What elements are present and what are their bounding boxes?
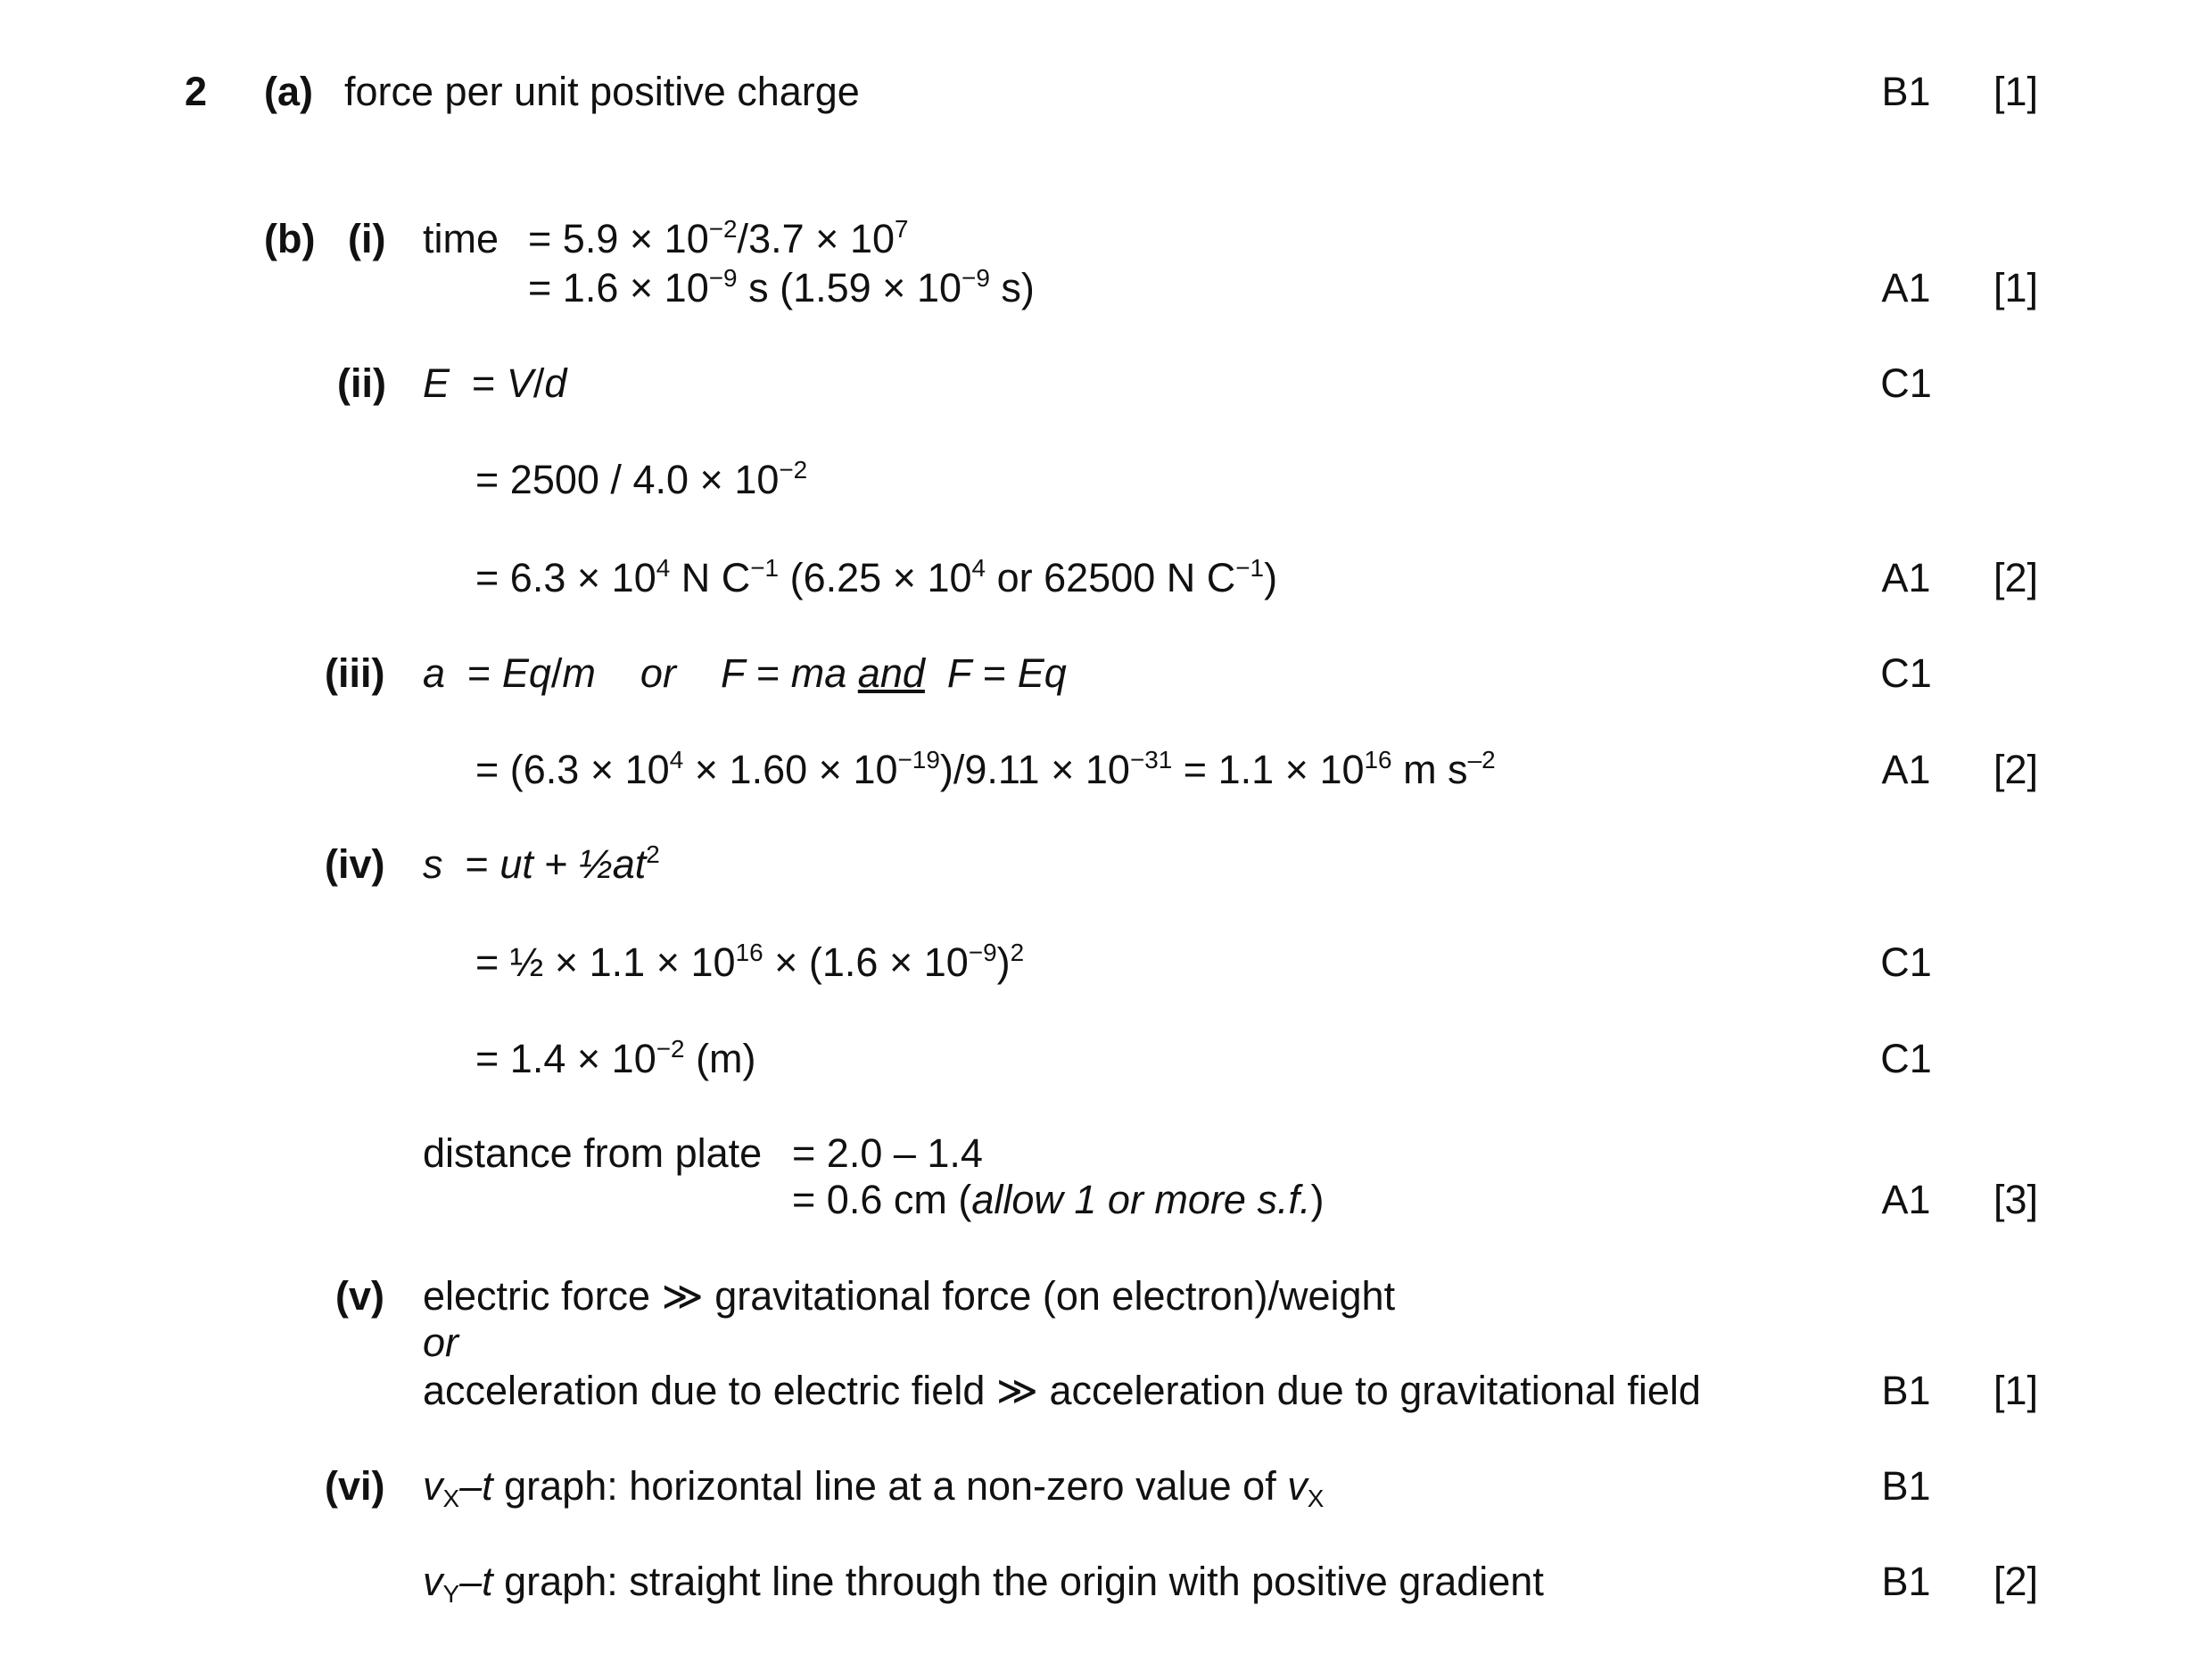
- b-i-mark: A1: [1881, 265, 1931, 310]
- b-iv-line3: = $1.4 \times 10^{-2}$ (m): [475, 1034, 756, 1081]
- b-iii-mark2: A1: [1881, 747, 1931, 792]
- b-i-line1: = $5.9 \times 10^{-2}/3.7 \times 10^7$: [528, 214, 909, 261]
- b-iii-mark1: C1: [1880, 650, 1932, 696]
- part-b-label: (b): [264, 216, 316, 261]
- b-vi-total: [2]: [1993, 1559, 2039, 1604]
- b-iv-line2: = ½ × $1.1 \times 10^{16} \times (1.6 \times 10^{-9})^2$: [475, 938, 1025, 985]
- b-v-or: or: [423, 1320, 459, 1365]
- b-iv-distance-value: = 0.6 cm (allow 1 or more s.f.): [792, 1177, 1325, 1222]
- b-iv-mark4: A1: [1881, 1177, 1931, 1222]
- b-v-line1: electric force ≫ gravitational force (on electron)/weight: [423, 1273, 1396, 1319]
- b-v-line2: acceleration due to electric field ≫ acceleration due to gravitational field: [423, 1368, 1701, 1413]
- part-b-v-label: (v): [335, 1273, 384, 1319]
- b-ii-line2: = $2500 / 4.0 \times 10^{-2}$: [475, 455, 808, 502]
- b-iii-total: [2]: [1993, 747, 2039, 792]
- b-iii-line2: = $(6.3 \times 10^4 \times 1.60 \times 10^{-19})/9.11 \times 10^{-31} = 1.1 \times 10^{16}$ m $s^{-2}$: [475, 745, 1496, 792]
- b-i-time-word: time: [423, 216, 499, 261]
- b-vi-mark2: B1: [1881, 1559, 1931, 1604]
- b-iv-distance-expr: = 2.0 – 1.4: [792, 1130, 983, 1176]
- b-iv-total: [3]: [1993, 1177, 2039, 1222]
- b-iii-line1: a = Eq/m or F = ma and F = Eq: [423, 650, 1067, 696]
- b-ii-line1: E = V/d: [423, 360, 567, 406]
- b-iv-line1: s = ut + $\frac{1}{2}at^2$: [423, 840, 660, 887]
- part-a-answer: force per unit positive charge: [344, 69, 860, 114]
- b-ii-total: [2]: [1993, 555, 2039, 600]
- part-a-label: (a): [264, 69, 313, 114]
- b-vi-line1: $v_X-t$ graph: horizontal line at a non-zero value of $v_X$: [423, 1463, 1325, 1512]
- part-b-i-label: (i): [348, 216, 386, 261]
- b-ii-line3: = $6.3 \times 10^4$ N $C^{-1}$ ($6.25 \times 10^4$ or 62500 N $C^{-1}$): [475, 553, 1278, 600]
- part-b-iii-label: (iii): [325, 650, 385, 696]
- b-ii-mark3: A1: [1881, 555, 1931, 600]
- part-a-total: [1]: [1993, 69, 2039, 114]
- part-b-ii-label: (ii): [337, 360, 386, 406]
- b-vi-line2: $v_Y-t$ graph: straight line through the origin with positive gradient: [423, 1559, 1544, 1608]
- part-a-mark: B1: [1881, 69, 1931, 114]
- b-iv-distance-text: distance from plate: [423, 1130, 763, 1176]
- b-i-line2: = $1.6 \times 10^{-9}$ s ($1.59 \times 10^{-9}$ s): [528, 263, 1035, 310]
- b-i-total: [1]: [1993, 265, 2039, 310]
- b-vi-mark1: B1: [1881, 1463, 1931, 1509]
- b-v-mark: B1: [1881, 1368, 1931, 1413]
- part-b-iv-label: (iv): [325, 841, 385, 887]
- b-v-total: [1]: [1993, 1368, 2039, 1413]
- question-number: 2: [185, 69, 208, 114]
- b-iv-mark2: C1: [1880, 939, 1932, 985]
- b-iv-mark3: C1: [1880, 1036, 1932, 1081]
- b-ii-mark1: C1: [1880, 360, 1932, 406]
- part-b-vi-label: (vi): [325, 1463, 385, 1509]
